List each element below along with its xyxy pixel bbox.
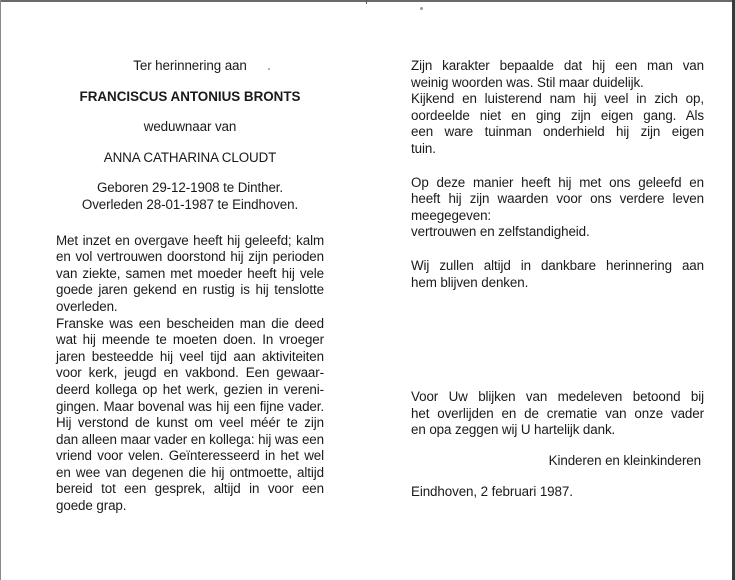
text-line: Voor Uw blijken van medeleven betoond bij	[411, 389, 704, 405]
text-line: Franske was een bescheiden man die deed	[56, 315, 324, 331]
text-line: wat hij meende te moeten doen. In vroeger	[56, 332, 324, 348]
scan-top-edge	[0, 0, 735, 2]
text-line: gingen. Maar bovenal was hij een fijne vader.	[56, 398, 324, 414]
text-line: het overlijden en de crematie van onze vader	[411, 405, 704, 421]
text-line: heeft hij zijn waarden voor ons verdere leven	[411, 191, 704, 207]
text-line: jaren besteedde hij veel tijd aan aktiviteiten	[56, 348, 324, 364]
text-line: meegegeven:	[411, 207, 492, 223]
text-line: goede jaren gekend en rustig is hij tenslotte	[56, 282, 324, 298]
text-line: Hij verstond de kunst om veel méér te zijn	[56, 415, 324, 431]
birth-line: Geboren 29-12-1908 te Dinther.	[96, 180, 284, 196]
text-line: voor kerk, jeugd en vakbond. Een gewaar-	[56, 365, 324, 381]
text-line: vertrouwen en zelfstandigheid.	[411, 224, 590, 240]
intro-line: Ter herinnering aan	[133, 58, 247, 73]
spouse-name: ANNA CATHARINA CLOUDT	[103, 149, 277, 165]
death-line: Overleden 28-01-1987 te Eindhoven.	[81, 196, 299, 212]
text-line: goede grap.	[56, 498, 127, 514]
text-line: deerd kollega op het werk, gezien in vereni-	[56, 381, 324, 397]
text-line: vriend voor velen. Geïnteresseerd in het wel	[56, 448, 324, 464]
text-line: en wee van degenen die hij ontmoette, altijd	[56, 464, 324, 480]
text-line: Met inzet en overgave heeft hij geleefd; kalm	[56, 232, 324, 248]
left-paragraph-1	[56, 233, 324, 316]
place-date-line: Eindhoven, 2 februari 1987.	[411, 483, 573, 499]
text-line: een ware tuinman onderhield hij zijn eigen	[411, 124, 704, 140]
right-paragraph-1	[411, 58, 704, 158]
text-line: bereid tot een gesprek, altijd in voor een	[56, 481, 324, 497]
text-line: en opa zeggen wij U hartelijk dank.	[411, 422, 616, 438]
text-line: Zijn karakter bepaalde dat hij een man van	[411, 58, 704, 73]
text-line: tuin.	[411, 140, 436, 156]
text-line: Op deze manier heeft hij met ons geleefd en	[411, 174, 704, 190]
right-column	[411, 58, 704, 500]
deceased-name: FRANCISCUS ANTONIUS BRONTS	[79, 88, 301, 104]
right-paragraph-3	[411, 258, 704, 291]
scan-left-edge	[0, 0, 1, 580]
text-line: oordeelde niet en ging zijn eigen gang. Als	[411, 107, 704, 123]
relation-line: weduwnaar van	[143, 119, 237, 135]
left-column	[56, 58, 324, 515]
text-line: weinig woorden was. Stil maar duidelijk.	[411, 74, 644, 90]
text-line: en vol vertrouwen doorstond hij zijn perioden	[56, 249, 324, 265]
fold-mark	[366, 0, 367, 4]
signature-line: Kinderen en kleinkinderen	[548, 452, 701, 468]
text-line: dan alleen maar vader en kollega: hij was een	[56, 431, 324, 447]
text-line: hem blijven denken.	[411, 274, 529, 290]
text-line: Wij zullen altijd in dankbare herinnering aan	[411, 257, 704, 273]
thanks-paragraph	[411, 389, 704, 439]
scan-speck	[420, 7, 423, 10]
left-paragraph-2	[56, 316, 324, 515]
text-line: Kijkend en luisterend nam hij veel in zich op,	[411, 91, 704, 107]
text-line: van ziekte, samen met moeder heeft hij vele	[56, 265, 324, 281]
right-paragraph-2	[411, 175, 704, 241]
text-line: overleden.	[56, 298, 118, 314]
